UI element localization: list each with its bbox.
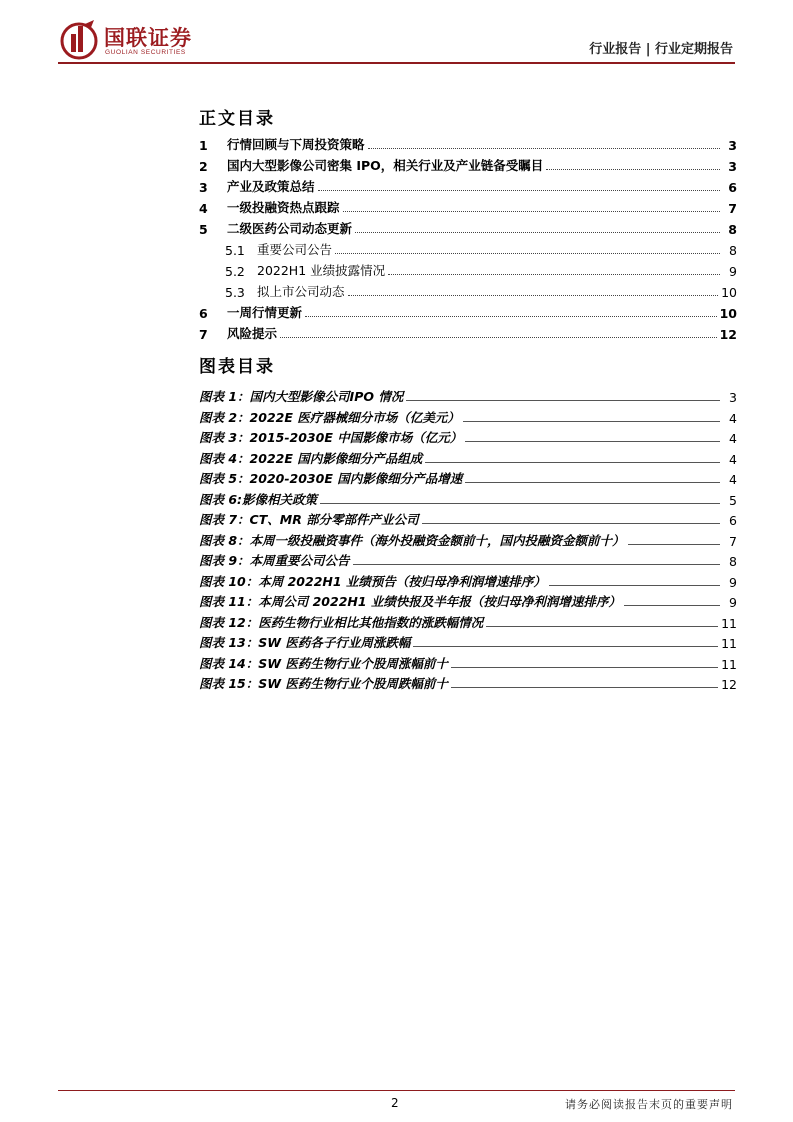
toc-leader <box>343 211 720 212</box>
figure-item[interactable] <box>199 428 737 446</box>
toc-item-page: 9 <box>729 264 737 279</box>
toc-leader <box>546 169 720 170</box>
toc-item-page: 10 <box>721 285 737 300</box>
toc-leader <box>388 274 720 275</box>
report-type-label: 行业报告 | 行业定期报告 <box>589 42 733 57</box>
figure-leader <box>486 626 718 627</box>
figure-item-page: 8 <box>729 554 737 569</box>
figure-leader <box>425 462 720 463</box>
header-divider <box>58 62 735 64</box>
figure-item-text: 图表 11：本周公司 2022H1 业绩快报及半年报（按归母净利润增速排序） <box>199 594 621 609</box>
toc-item-text: 一级投融资热点跟踪 <box>227 200 340 215</box>
figure-item-text: 图表 10：本周 2022H1 业绩预告（按归母净利润增速排序） <box>199 573 546 589</box>
toc-item-text: 一周行情更新 <box>227 305 303 320</box>
toc-item-number: 5.1 <box>225 243 245 258</box>
logo-english-name: GUOLIAN SECURITIES <box>105 49 186 56</box>
figure-item-text: 图表 2：2022E 医疗器械细分市场（亿美元） <box>199 409 460 425</box>
figure-item[interactable] <box>199 633 737 651</box>
toc-item-text: 风险提示 <box>227 326 278 341</box>
figure-item[interactable] <box>199 654 737 672</box>
toc-item[interactable] <box>199 303 737 321</box>
figure-item-page: 11 <box>721 656 737 672</box>
figure-leader <box>628 544 720 545</box>
toc-item-page: 7 <box>728 201 737 216</box>
figure-leader <box>465 482 720 483</box>
toc-item-page: 8 <box>729 243 737 258</box>
footer-divider <box>58 1090 735 1091</box>
toc-item-page: 10 <box>719 306 737 321</box>
toc-item[interactable] <box>199 177 737 195</box>
toc-item-text: 拟上市公司动态 <box>257 284 345 299</box>
page-number: 2 <box>391 1096 399 1110</box>
figure-item-text: 图表 13：SW 医药各子行业周涨跌幅 <box>199 635 411 650</box>
figure-leader <box>353 564 720 565</box>
figure-item[interactable] <box>199 592 737 610</box>
toc-subitem[interactable] <box>199 261 737 279</box>
toc-leader <box>305 316 717 317</box>
toc-item-number: 7 <box>199 327 208 342</box>
figure-leader <box>549 585 720 586</box>
toc-item-text: 产业及政策总结 <box>227 179 315 194</box>
figure-item-text: 图表 1：国内大型影像公司IPO 情况 <box>199 389 404 404</box>
toc-item-page: 8 <box>728 222 737 237</box>
toc-item[interactable] <box>199 219 737 237</box>
toc-leader <box>368 148 720 149</box>
figure-item-page: 11 <box>721 615 737 631</box>
figure-leader <box>465 441 720 442</box>
figure-item-text: 图表 6:影像相关政策 <box>199 491 318 507</box>
toc-title: 正文目录 <box>199 109 275 129</box>
toc-item-number: 2 <box>199 159 208 174</box>
figure-item[interactable] <box>199 490 737 508</box>
figure-item-page: 6 <box>729 513 737 528</box>
figure-item-text: 图表 8：本周一级投融资事件（海外投融资金额前十，国内投融资金额前十） <box>199 532 625 548</box>
toc-item-number: 5.2 <box>225 264 245 279</box>
figure-item-text: 图表 5：2020-2030E 国内影像细分产品增速 <box>199 471 463 486</box>
logo-mark-icon <box>60 20 98 60</box>
toc-item-number: 5.3 <box>225 285 245 300</box>
figure-item-page: 4 <box>729 472 737 487</box>
toc-item-text: 2022H1 业绩披露情况 <box>257 263 386 278</box>
figure-item[interactable] <box>199 572 737 590</box>
toc-leader <box>348 295 719 296</box>
toc-item[interactable] <box>199 198 737 216</box>
figure-leader <box>463 421 720 422</box>
toc-item[interactable] <box>199 324 737 342</box>
figure-item-page: 9 <box>729 595 737 610</box>
figure-item[interactable] <box>199 531 737 549</box>
figure-item-text: 图表 9：本周重要公司公告 <box>199 553 350 568</box>
figure-item[interactable] <box>199 469 737 487</box>
figure-item[interactable] <box>199 674 737 692</box>
toc-item[interactable] <box>199 135 737 153</box>
figure-item-text: 图表 14：SW 医药生物行业个股周涨幅前十 <box>199 655 448 671</box>
figure-item[interactable] <box>199 551 737 569</box>
figure-leader <box>413 646 718 647</box>
toc-item-page: 12 <box>719 327 737 342</box>
figure-item-page: 4 <box>729 410 737 426</box>
toc-item-page: 6 <box>728 180 737 195</box>
toc-subitem[interactable] <box>199 240 737 258</box>
figure-leader <box>320 503 720 504</box>
company-logo <box>60 20 220 62</box>
figure-item[interactable] <box>199 387 737 405</box>
figure-item-page: 3 <box>729 390 737 405</box>
toc-item[interactable] <box>199 156 737 174</box>
toc-item-text: 行情回顾与下周投资策略 <box>227 137 365 152</box>
toc-subitem[interactable] <box>199 282 737 300</box>
footer-disclaimer: 请务必阅读报告末页的重要声明 <box>565 1098 733 1111</box>
toc-item-number: 5 <box>199 222 208 237</box>
toc-item-number: 1 <box>199 138 208 153</box>
figure-item-text: 图表 3：2015-2030E 中国影像市场（亿元） <box>199 430 463 445</box>
toc-leader <box>355 232 720 233</box>
toc-item-text: 重要公司公告 <box>257 242 333 257</box>
toc-item-number: 3 <box>199 180 208 195</box>
figure-leader <box>451 687 718 688</box>
logo-chinese-name: 国联证券 <box>104 26 192 50</box>
toc-leader <box>318 190 720 191</box>
toc-leader <box>280 337 717 338</box>
figure-item-text: 图表 12：医药生物行业相比其他指数的涨跌幅情况 <box>199 614 484 630</box>
figure-item-page: 5 <box>729 492 737 508</box>
toc-leader <box>335 253 720 254</box>
figure-leader <box>406 400 720 401</box>
figure-leader <box>422 523 720 524</box>
figure-leader <box>624 605 720 606</box>
figure-item[interactable] <box>199 408 737 426</box>
figures-title: 图表目录 <box>199 357 275 377</box>
figure-leader <box>451 667 718 668</box>
toc-item-text: 二级医药公司动态更新 <box>227 221 353 236</box>
figure-item-text: 图表 15：SW 医药生物行业个股周跌幅前十 <box>199 676 448 691</box>
figure-item-page: 12 <box>721 677 737 692</box>
figure-item-page: 11 <box>721 636 737 651</box>
figure-item-page: 4 <box>729 431 737 446</box>
figure-item-page: 4 <box>729 451 737 467</box>
figure-item[interactable] <box>199 613 737 631</box>
toc-item-text: 国内大型影像公司密集 IPO，相关行业及产业链备受瞩目 <box>227 158 544 173</box>
figure-item[interactable] <box>199 449 737 467</box>
figure-item[interactable] <box>199 510 737 528</box>
toc-item-number: 4 <box>199 201 208 216</box>
figure-item-text: 图表 7：CT、MR 部分零部件产业公司 <box>199 512 419 527</box>
figure-item-page: 7 <box>729 533 737 549</box>
toc-item-number: 6 <box>199 306 208 321</box>
figure-item-text: 图表 4：2022E 国内影像细分产品组成 <box>199 450 423 466</box>
toc-item-page: 3 <box>728 138 737 153</box>
toc-item-page: 3 <box>728 159 737 174</box>
figure-item-page: 9 <box>729 574 737 590</box>
